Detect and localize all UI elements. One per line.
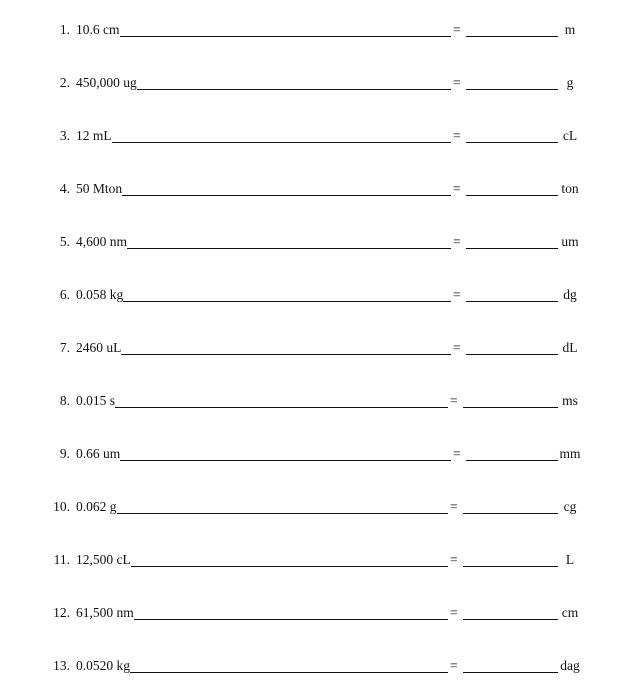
problem-number: 6.: [59, 287, 70, 302]
answer-blank[interactable]: [463, 566, 558, 567]
target-unit: dL: [562, 340, 578, 355]
problem-row: [0, 339, 625, 361]
problem-row: [0, 498, 625, 520]
work-line[interactable]: [76, 513, 448, 514]
problem-number: 8.: [59, 393, 70, 408]
equals-sign: =: [453, 340, 461, 355]
given-quantity: 10.6 cm: [76, 22, 120, 37]
answer-blank[interactable]: [463, 513, 558, 514]
given-quantity: 0.058 kg: [76, 287, 124, 302]
problem-number: 11.: [53, 552, 70, 567]
problem-row: [0, 233, 625, 255]
answer-blank[interactable]: [466, 248, 558, 249]
given-quantity: 61,500 nm: [76, 605, 134, 620]
problem-number: 9.: [59, 446, 70, 461]
problem-row: [0, 392, 625, 414]
equals-sign: =: [450, 552, 458, 567]
given-quantity: 0.015 s: [76, 393, 116, 408]
problem-number: 12.: [53, 605, 70, 620]
problem-row: [0, 180, 625, 202]
target-unit: ms: [562, 393, 578, 408]
given-quantity: 0.062 g: [76, 499, 117, 514]
clipped-instructions: [60, 0, 360, 2]
work-line[interactable]: [76, 195, 451, 196]
target-unit: cL: [562, 128, 578, 143]
problem-row: [0, 74, 625, 96]
problem-row: [0, 657, 625, 679]
problem-row: [0, 604, 625, 626]
answer-blank[interactable]: [463, 672, 558, 673]
work-line[interactable]: [76, 407, 448, 408]
target-unit: m: [564, 22, 576, 37]
target-unit: dag: [560, 658, 580, 673]
answer-blank[interactable]: [466, 36, 558, 37]
problem-number: 10.: [53, 499, 70, 514]
equals-sign: =: [450, 499, 458, 514]
problem-number: 5.: [59, 234, 70, 249]
answer-blank[interactable]: [463, 619, 558, 620]
equals-sign: =: [453, 446, 461, 461]
equals-sign: =: [450, 393, 458, 408]
given-quantity: 12,500 cL: [76, 552, 131, 567]
work-line[interactable]: [76, 672, 448, 673]
given-quantity: 4,600 nm: [76, 234, 128, 249]
given-quantity: 450,000 ug: [76, 75, 137, 90]
target-unit: um: [561, 234, 579, 249]
answer-blank[interactable]: [466, 301, 558, 302]
problem-number: 4.: [59, 181, 70, 196]
equals-sign: =: [453, 234, 461, 249]
target-unit: mm: [559, 446, 581, 461]
answer-blank[interactable]: [466, 89, 558, 90]
target-unit: ton: [561, 181, 579, 196]
problem-number: 2.: [59, 75, 70, 90]
given-quantity: 12 mL: [76, 128, 112, 143]
answer-blank[interactable]: [466, 195, 558, 196]
problem-number: 13.: [53, 658, 70, 673]
given-quantity: 2460 uL: [76, 340, 122, 355]
problem-number: 3.: [59, 128, 70, 143]
work-line[interactable]: [76, 460, 451, 461]
equals-sign: =: [453, 22, 461, 37]
given-quantity: 0.0520 kg: [76, 658, 130, 673]
equals-sign: =: [450, 658, 458, 673]
problem-row: [0, 21, 625, 43]
equals-sign: =: [453, 287, 461, 302]
work-line[interactable]: [76, 142, 451, 143]
problem-number: 7.: [59, 340, 70, 355]
work-line[interactable]: [76, 36, 451, 37]
work-line[interactable]: [76, 354, 451, 355]
answer-blank[interactable]: [466, 460, 558, 461]
given-quantity: 50 Mton: [76, 181, 123, 196]
problem-number: 1.: [59, 22, 70, 37]
equals-sign: =: [450, 605, 458, 620]
given-quantity: 0.66 um: [76, 446, 121, 461]
equals-sign: =: [453, 181, 461, 196]
problem-row: [0, 551, 625, 573]
equals-sign: =: [453, 128, 461, 143]
work-line[interactable]: [76, 301, 451, 302]
target-unit: cm: [561, 605, 579, 620]
answer-blank[interactable]: [463, 407, 558, 408]
answer-blank[interactable]: [466, 142, 558, 143]
work-line[interactable]: [76, 566, 448, 567]
problem-row: [0, 127, 625, 149]
problem-row: [0, 445, 625, 467]
target-unit: L: [565, 552, 575, 567]
target-unit: g: [566, 75, 574, 90]
target-unit: dg: [563, 287, 577, 302]
equals-sign: =: [453, 75, 461, 90]
work-line[interactable]: [76, 248, 451, 249]
answer-blank[interactable]: [466, 354, 558, 355]
problem-row: [0, 286, 625, 308]
target-unit: cg: [563, 499, 577, 514]
